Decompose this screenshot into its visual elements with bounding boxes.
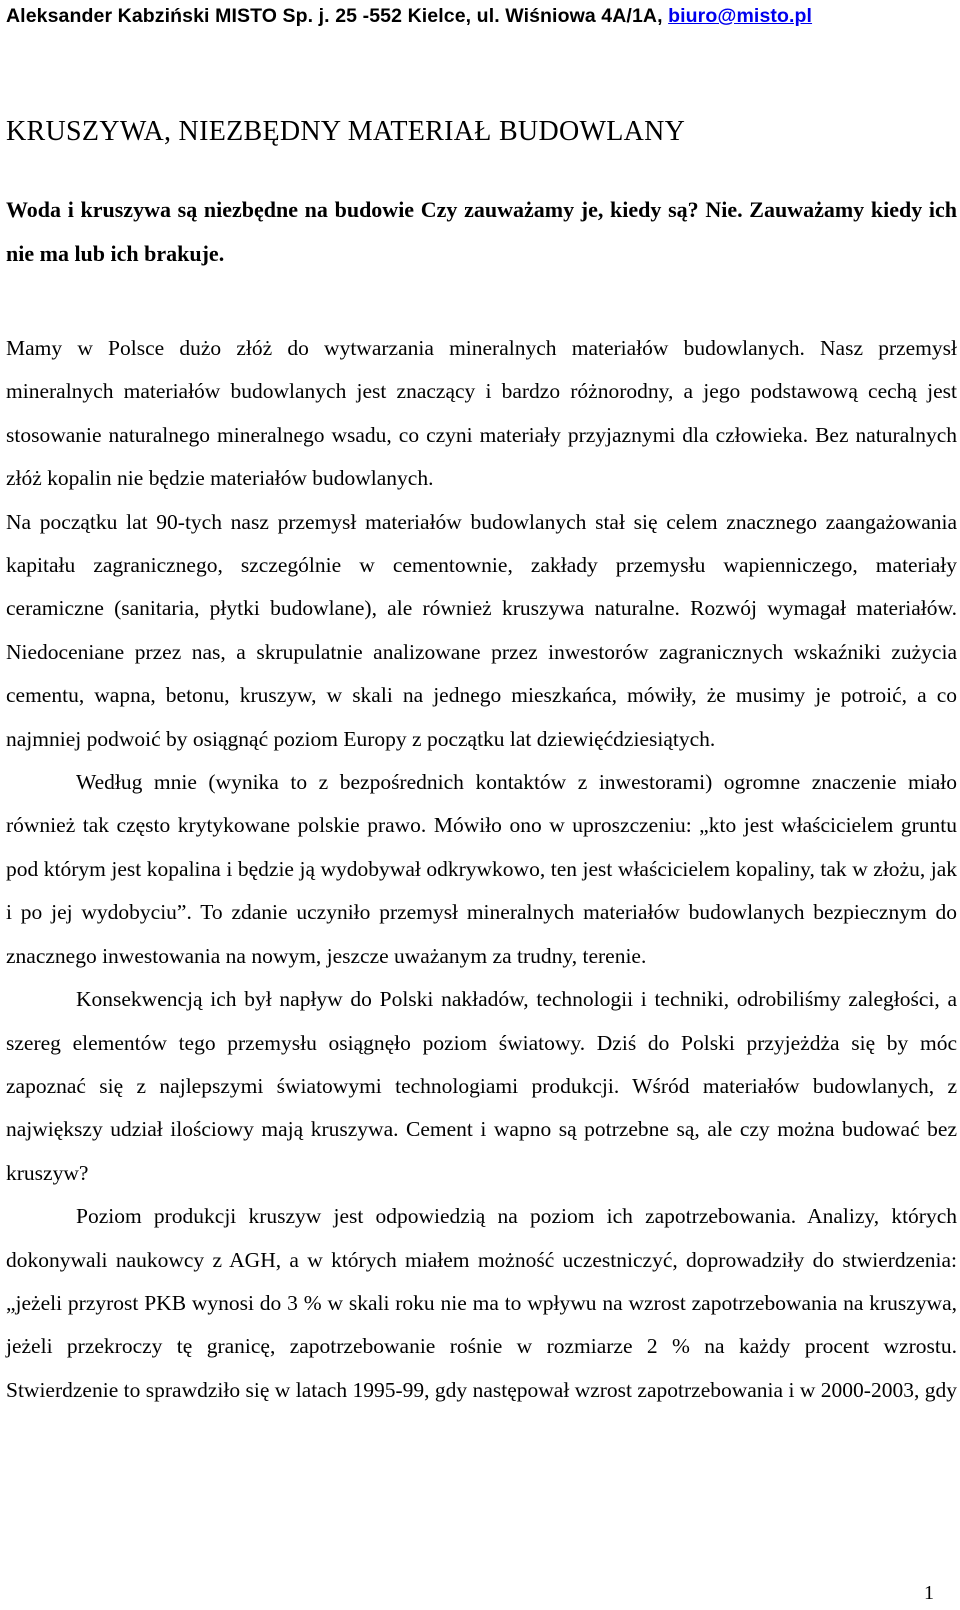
paragraph-2: Na początku lat 90-tych nasz przemysł materiałów budowlanych stał się celem znacznego zaangażowania kapitału zagranicznego, szczególnie w cementownie, zakłady przemysłu wapienniczego, materiały ceramiczne (sanitaria, płytki budowlane), ale również kruszywa naturalne. Rozwój wymagał materiałów. Niedoceniane przez nas, a skrupulatnie analizowane przez inwestorów zagranicznych wskaźniki zużycia cementu, wapna, betonu, kruszyw, w skali na jednego mieszkańca, mówiły, że musimy je potroić, a co najmniej podwoić by osiągnąć poziom Europy z początku lat dziewięćdziesiątych. xyxy=(6,509,957,751)
paragraph-3: Według mnie (wynika to z bezpośrednich kontaktów z inwestorami) ogromne znaczenie miało również tak często krytykowane polskie prawo. Mówiło ono w uproszczeniu: „kto jest właścicielem gruntu pod którym jest kopalina i będzie ją wydobywał odkrywkowo, ten jest właścicielem kopaliny, tak w złożu, jak i po jej wydobyciu”. To zdanie uczyniło przemysł mineralnych materiałów budowlanych bezpiecznym do znacznego inwestowania na nowym, jeszcze uważanym za trudny, terenie. xyxy=(6,770,957,968)
letterhead xyxy=(6,5,812,28)
company-address: 25 -552 Kielce, ul. Wiśniowa 4A/1A, xyxy=(335,5,663,27)
paragraph-5: Poziom produkcji kruszyw jest odpowiedzią na poziom ich zapotrzebowania. Analizy, których dokonywali naukowcy z AGH, a w których miałem możność uczestniczyć, doprowadziły do stwierdzenia: „jeżeli przyrost PKB wynosi do 3 % w skali roku nie ma to wpływu na wzrost zapotrzebowania na kruszywa, jeżeli przekroczy tę granicę, zapotrzebowanie rośnie w rozmiarze 2 % na każdy procent wzrostu. Stwierdzenie to sprawdziło się w latach 1995-99, gdy następował wzrost zapotrzebowania i w 2000-2003, gdy xyxy=(6,1204,957,1402)
lead-paragraph: Woda i kruszywa są niezbędne na budowie Czy zauważamy je, kiedy są? Nie. Zauważamy kiedy ich nie ma lub ich brakuje. xyxy=(6,197,957,266)
company-name: Aleksander Kabziński MISTO Sp. j. xyxy=(6,5,330,27)
email-link[interactable]: biuro@misto.pl xyxy=(668,5,813,27)
paragraph-1: Mamy w Polsce dużo złóż do wytwarzania mineralnych materiałów budowlanych. Nasz przemysł mineralnych materiałów budowlanych jest znaczący i bardzo różnorodny, a jego podstawową cechą jest stosowanie naturalnego mineralnego wsadu, co czyni materiały przyjaznymi dla człowieka. Bez naturalnych złóż kopalin nie będzie materiałów budowlanych. xyxy=(6,336,957,491)
paragraph-4: Konsekwencją ich był napływ do Polski nakładów, technologii i techniki, odrobiliśmy zaległości, a szereg elementów tego przemysłu osiągnęło poziom światowy. Dziś do Polski przyjeżdża się by móc zapoznać się z najlepszymi światowymi technologiami produkcji. Wśród materiałów budowlanych, z największy udział ilościowy mają kruszywa. Cement i wapno są potrzebne są, ale czy można budować bez kruszyw? xyxy=(6,987,957,1185)
document-title: KRUSZYWA, NIEZBĘDNY MATERIAŁ BUDOWLANY xyxy=(6,116,686,147)
page-number: 1 xyxy=(924,1582,934,1604)
body-text xyxy=(6,327,957,1412)
